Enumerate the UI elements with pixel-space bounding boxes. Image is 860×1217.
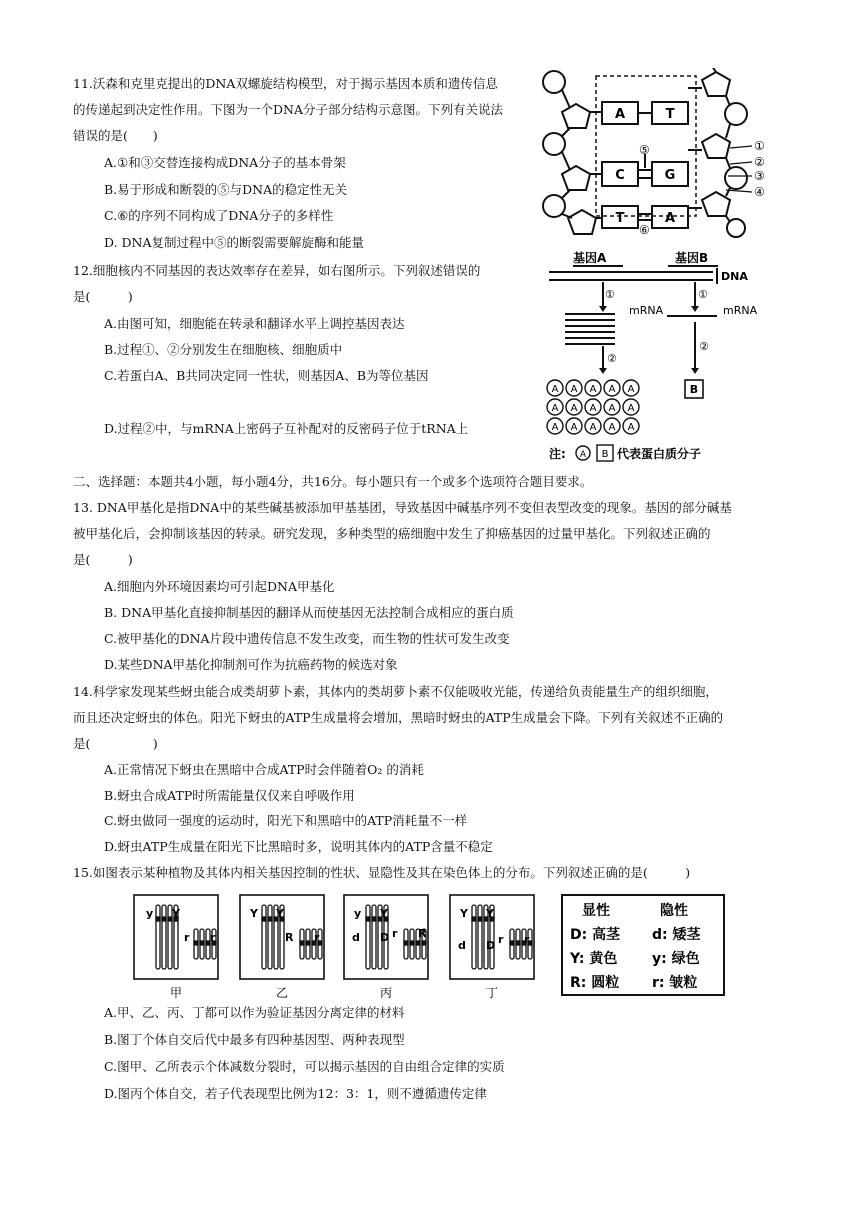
dna-structure-figure — [540, 68, 780, 238]
legend-row1-dom: D: 高茎 — [570, 927, 621, 943]
legend-header-recessive: 隐性 — [660, 903, 688, 919]
caption-yi: 乙 — [275, 986, 289, 1000]
protein-a-label: A — [608, 384, 616, 395]
q13-option-a: A.细胞内外环境因素均可引起DNA甲基化 — [104, 579, 335, 594]
protein-a-label: A — [608, 403, 616, 414]
q12-option-a: A.由图可知，细胞能在转录和翻译水平上调控基因表达 — [104, 316, 405, 331]
q14-option-d: D.蚜虫ATP生成量在阳光下比黑暗时多，说明其体内的ATP含量不稳定 — [104, 839, 493, 854]
note-prefix: 注: — [549, 447, 566, 461]
base-right-2: G — [664, 168, 676, 183]
gene-yi-2: Y — [276, 907, 284, 920]
gene-locus-band — [306, 941, 310, 945]
gene-expression-figure — [543, 250, 788, 465]
base-left-3: T — [615, 211, 625, 226]
protein-a-label: A — [570, 422, 578, 433]
gene-locus-band — [472, 917, 476, 921]
q15-option-d: D.图丙个体自交，若子代表现型比例为12：3：1，则不遵循遗传定律 — [104, 1086, 487, 1101]
caption-jia: 甲 — [169, 986, 183, 1000]
base-left-2: C — [615, 168, 625, 183]
chromosome — [162, 905, 166, 969]
q13-option-c: C.被甲基化的DNA片段中遗传信息不发生改变，而生物的性状可发生改变 — [104, 631, 510, 646]
q13-stem-1: 13. DNA甲基化是指DNA中的某些碱基被添加甲基基团，导致基因中碱基序列不变但表型改变的现象。基因的部分碱基 — [73, 500, 732, 515]
protein-a-label: A — [589, 403, 597, 414]
protein-a-label: A — [570, 403, 578, 414]
chromosome — [472, 905, 476, 969]
q15-stem: 15.如图表示某种植物及其体内相关基因控制的性状、显隐性及其在染色体上的分布。下列叙述正确的是( ) — [73, 865, 691, 880]
gene-locus-band — [372, 917, 376, 921]
base-right-3: A — [664, 211, 676, 226]
gene-jia-2: Y — [172, 907, 180, 920]
note-protein-a: A — [579, 450, 587, 460]
gene-locus-band — [422, 941, 426, 945]
step1-label-b: ① — [698, 288, 708, 301]
gene-bing-5: r — [392, 927, 398, 940]
gene-ding-1: Y — [460, 907, 468, 920]
q12-option-c: C.若蛋白A、B共同决定同一性状，则基因A、B为等位基因 — [104, 368, 429, 383]
legend-row3-dom: R: 圆粒 — [570, 975, 620, 991]
mrna-label-a: mRNA — [629, 304, 664, 317]
label-2: ② — [754, 155, 765, 169]
chromosome — [262, 905, 266, 969]
protein-a-label: A — [551, 422, 559, 433]
gene-bing-2: Y — [380, 907, 388, 920]
protein-a-label: A — [608, 422, 616, 433]
chromosome — [366, 905, 370, 969]
gene-locus-band — [162, 917, 166, 921]
legend-header-dominant: 显性 — [582, 903, 610, 919]
protein-a-label: A — [570, 384, 578, 395]
step2-label-a: ② — [607, 352, 617, 365]
q14-option-c: C.蚜虫做同一强度的运动时，阳光下和黑暗中的ATP消耗量不一样 — [104, 813, 468, 828]
label-6: ⑥ — [639, 223, 650, 237]
chromosome — [372, 905, 376, 969]
gene-jia-1: y — [146, 907, 154, 920]
gene-yi-4: r — [314, 931, 320, 944]
gene-bing-6: R — [418, 927, 427, 940]
protein-a-label: A — [551, 384, 559, 395]
chromosome-figure — [130, 893, 730, 1005]
label-3: ③ — [754, 169, 765, 183]
q11-option-a: A.①和③交替连接构成DNA分子的基本骨架 — [104, 155, 346, 170]
q15-option-b: B.图丁个体自交后代中最多有四种基因型、两种表现型 — [104, 1032, 405, 1047]
gene-ding-5: r — [498, 933, 504, 946]
base-left-1: A — [614, 107, 626, 122]
q14-option-b: B.蚜虫合成ATP时所需能量仅仅来自呼吸作用 — [104, 788, 355, 803]
gene-yi-1: Y — [250, 907, 258, 920]
mrna-label-b: mRNA — [723, 304, 758, 317]
q14-stem-3: 是( ) — [73, 736, 158, 751]
gene-jia-4: r — [210, 931, 216, 944]
note-protein-b: B — [601, 449, 609, 460]
q14-option-a: A.正常情况下蚜虫在黑暗中合成ATP时会伴随着O₂ 的消耗 — [104, 762, 424, 777]
gene-bing-1: y — [354, 907, 362, 920]
q11-stem-1: 11.沃森和克里克提出的DNA双螺旋结构模型，对于揭示基因本质和遗传信息 — [73, 76, 498, 91]
gene-locus-band — [478, 917, 482, 921]
chromosome — [156, 905, 160, 969]
section2-header: 二、选择题：本题共4小题，每小题4分，共16分。每小题只有一个或多个选项符合题目要求。 — [73, 474, 593, 489]
gene-locus-band — [156, 917, 160, 921]
gene-yi-3: R — [285, 931, 294, 944]
protein-a-label: A — [551, 403, 559, 414]
gene-locus-band — [268, 917, 272, 921]
q11-option-c: C.⑥的序列不同构成了DNA分子的多样性 — [104, 208, 334, 223]
gene-locus-band — [404, 941, 408, 945]
gene-ding-6: r — [524, 933, 530, 946]
protein-b: B — [689, 383, 699, 396]
gene-locus-band — [510, 941, 514, 945]
label-5: ⑤ — [639, 143, 650, 157]
legend-row2-rec: y: 绿色 — [652, 951, 700, 967]
q12-option-d: D.过程②中，与mRNA上密码子互补配对的反密码子位于tRNA上 — [104, 421, 469, 436]
protein-a-label: A — [589, 384, 597, 395]
q14-stem-2: 而且还决定蚜虫的体色。阳光下蚜虫的ATP生成量将会增加，黑暗时蚜虫的ATP生成量会下降。下列有关叙述不正确的 — [73, 710, 724, 725]
gene-b-label: 基因B — [675, 251, 709, 265]
caption-ding: 丁 — [485, 986, 499, 1000]
q15-option-a: A.甲、乙、丙、丁都可以作为验证基因分离定律的材料 — [104, 1005, 405, 1020]
label-1: ① — [754, 139, 765, 153]
legend-row1-rec: d: 矮茎 — [652, 927, 701, 943]
protein-a-label: A — [627, 422, 635, 433]
dna-label: DNA — [721, 270, 748, 283]
q11-option-d: D. DNA复制过程中⑤的断裂需要解旋酶和能量 — [104, 235, 365, 250]
gene-locus-band — [516, 941, 520, 945]
q13-stem-2: 被甲基化后，会抑制该基因的转录。研究发现，多种类型的癌细胞中发生了抑癌基因的过量甲基化。下列叙述正确的 — [73, 526, 711, 541]
caption-bing: 丙 — [379, 986, 393, 1000]
q13-option-d: D.某些DNA甲基化抑制剂可作为抗癌药物的候选对象 — [104, 657, 398, 672]
gene-bing-3: d — [352, 931, 360, 944]
gene-locus-band — [200, 941, 204, 945]
step1-label-a: ① — [605, 288, 615, 301]
gene-ding-4: D — [486, 939, 496, 952]
gene-bing-4: D — [380, 931, 390, 944]
gene-ding-3: d — [458, 939, 466, 952]
protein-a-label: A — [627, 384, 635, 395]
q11-stem-2: 的传递起到决定性作用。下图为一个DNA分子部分结构示意图。下列有关说法 — [73, 102, 503, 117]
chromosome — [268, 905, 272, 969]
q12-stem-1: 12.细胞核内不同基因的表达效率存在差异，如右图所示。下列叙述错误的 — [73, 263, 481, 278]
q15-option-c: C.图甲、乙所表示个体减数分裂时，可以揭示基因的自由组合定律的实质 — [104, 1059, 505, 1074]
q12-stem-2: 是( ) — [73, 289, 133, 304]
gene-ding-2: Y — [486, 907, 494, 920]
q13-stem-3: 是( ) — [73, 552, 133, 567]
q14-stem-1: 14.科学家发现某些蚜虫能合成类胡萝卜素，其体内的类胡萝卜素不仅能吸收光能，传递给负责能量生产的组织细胞， — [73, 684, 718, 699]
gene-locus-band — [262, 917, 266, 921]
gene-locus-band — [416, 941, 420, 945]
gene-locus-band — [194, 941, 198, 945]
gene-locus-band — [410, 941, 414, 945]
q11-stem-3: 错误的是( ) — [73, 128, 158, 143]
chromosome — [478, 905, 482, 969]
legend-row2-dom: Y: 黄色 — [570, 951, 618, 967]
legend-row3-rec: r: 皱粒 — [652, 975, 698, 991]
gene-jia-3: r — [184, 931, 190, 944]
q11-option-b: B.易于形成和断裂的⑤与DNA的稳定性无关 — [104, 182, 348, 197]
q12-option-b: B.过程①、②分别发生在细胞核、细胞质中 — [104, 342, 343, 357]
protein-a-label: A — [627, 403, 635, 414]
gene-a-label: 基因A — [573, 251, 607, 265]
gene-locus-band — [366, 917, 370, 921]
gene-locus-band — [300, 941, 304, 945]
label-4: ④ — [754, 185, 765, 199]
note-suffix: 代表蛋白质分子 — [617, 447, 702, 461]
base-right-1: T — [665, 107, 675, 122]
protein-a-label: A — [589, 422, 597, 433]
q13-option-b: B. DNA甲基化直接抑制基因的翻译从而使基因无法控制合成相应的蛋白质 — [104, 605, 514, 620]
step2-label-b: ② — [699, 340, 709, 353]
